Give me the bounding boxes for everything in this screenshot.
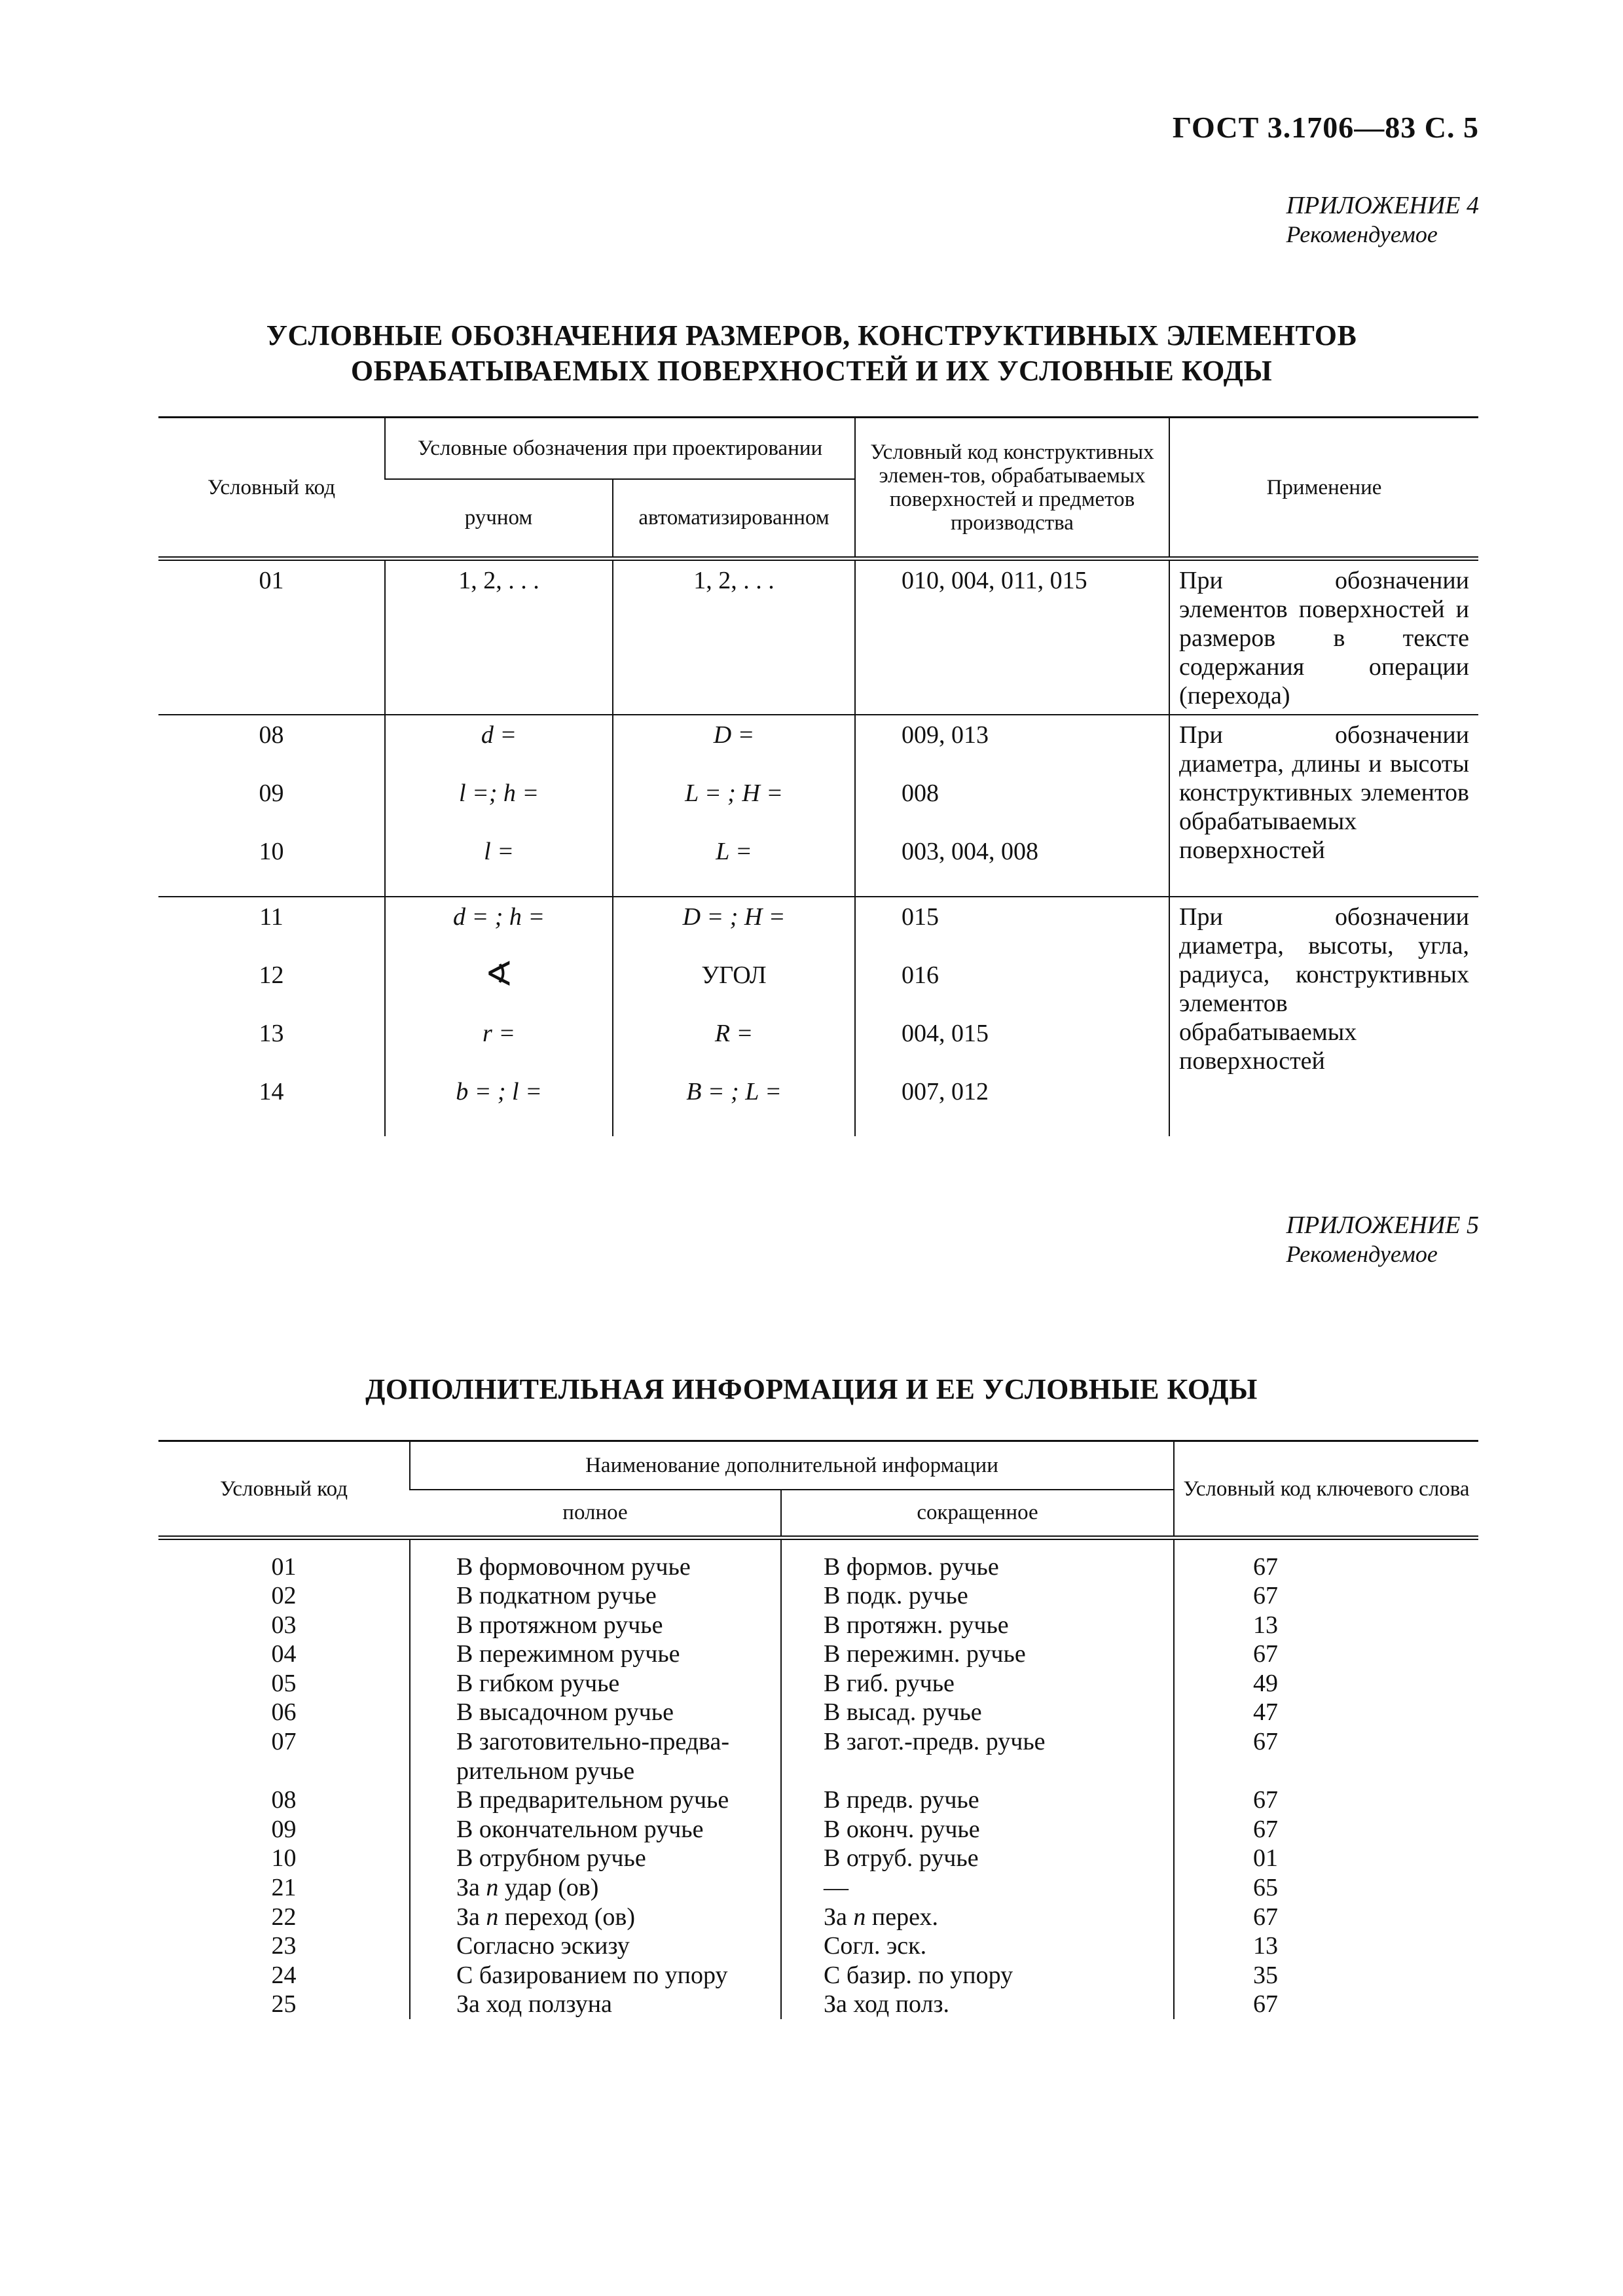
short-name-cell: В протяжн. ручье — [781, 1611, 1174, 1640]
full-name-cell: В предварительном ручье — [410, 1785, 781, 1815]
code-cell: 07 — [271, 1728, 297, 1756]
table-row — [158, 1640, 1478, 1669]
appendix-4-title — [0, 318, 1623, 389]
header-automated: автоматизированном — [613, 479, 855, 559]
keyword-code-cell: 67 — [1174, 1785, 1478, 1815]
full-name-cell: За ход ползуна — [410, 1990, 781, 2019]
keyword-code-cell: 67 — [1174, 1990, 1478, 2019]
short-name-cell: В предв. ручье — [781, 1785, 1174, 1815]
header-design-group: Условные обозначения при проектировании — [385, 418, 855, 479]
elements-code-cell: 015 016 004, 015 007, 012 — [855, 897, 1169, 1136]
full-name-cell: В окончательном ручье — [410, 1815, 781, 1844]
full-name-cell: В протяжном ручье — [410, 1611, 781, 1640]
table-row — [158, 559, 1478, 715]
usage-cell: При обозначении диаметра, высоты, угла, радиуса, конструктивных элементов обрабатываемых поверхностей — [1169, 897, 1478, 1136]
elements-code-cell: 010, 004, 011, 015 — [855, 559, 1169, 715]
keyword-code-cell: 49 — [1174, 1669, 1478, 1698]
manual-cell: 1, 2, . . . — [385, 559, 613, 715]
code-cell: 08 09 10 — [158, 715, 385, 897]
short-name-cell: В отруб. ручье — [781, 1844, 1174, 1873]
full-name-cell: В отрубном ручье — [410, 1844, 781, 1873]
table-row — [158, 1961, 1478, 1990]
keyword-code-cell: 65 — [1174, 1873, 1478, 1903]
keyword-code-cell: 67 — [1174, 1727, 1478, 1757]
table-row — [158, 1581, 1478, 1611]
short-name-cell: За n перех. — [781, 1903, 1174, 1932]
table-row — [158, 1815, 1478, 1844]
appendix-5-label-block — [1286, 1211, 1479, 1268]
header-usage: Применение — [1169, 418, 1478, 559]
code-cell: 02 — [271, 1582, 297, 1610]
table-row — [158, 897, 1478, 1136]
table-row — [158, 1844, 1478, 1873]
short-name-cell: В подк. ручье — [781, 1581, 1174, 1611]
additional-info-table — [158, 1440, 1478, 2019]
header-full: полное — [410, 1490, 781, 1538]
full-name-cell: В подкатном ручье — [410, 1581, 781, 1611]
code-cell: 03 — [271, 1611, 297, 1639]
short-name-cell: — — [781, 1873, 1174, 1903]
keyword-code-cell: 13 — [1174, 1611, 1478, 1640]
short-name-cell: В гиб. ручье — [781, 1669, 1174, 1698]
code-cell: 21 — [271, 1874, 297, 1902]
code-cell: 24 — [271, 1961, 297, 1989]
code-cell: 09 — [271, 1815, 297, 1843]
full-name-cell: В формовочном ручье — [410, 1552, 781, 1582]
short-name-cell: В загот.-предв. ручье — [781, 1727, 1174, 1757]
appendix-4-status: Рекомендуемое — [1286, 221, 1438, 247]
appendix-4-title-line-2: ОБРАБАТЫВАЕМЫХ ПОВЕРХНОСТЕЙ И ИХ УСЛОВНЫЕ КОДЫ — [350, 355, 1273, 387]
appendix-5-status: Рекомендуемое — [1286, 1241, 1438, 1267]
full-name-cell: За n удар (ов) — [410, 1873, 781, 1903]
header-code: Условный код — [158, 1441, 410, 1538]
keyword-code-cell: 67 — [1174, 1815, 1478, 1844]
table-row — [158, 1931, 1478, 1961]
keyword-code-cell: 35 — [1174, 1961, 1478, 1990]
table-row — [158, 1552, 1478, 1582]
short-name-cell: В высад. ручье — [781, 1698, 1174, 1727]
automated-cell: D = L = ; H = L = — [613, 715, 855, 897]
short-name-cell — [781, 1757, 1174, 1786]
automated-cell: 1, 2, . . . — [613, 559, 855, 715]
keyword-code-cell: 13 — [1174, 1931, 1478, 1961]
table-row — [158, 1611, 1478, 1640]
table-row — [158, 1873, 1478, 1903]
code-cell: 11 12 13 14 — [158, 897, 385, 1136]
code-cell: 10 — [271, 1844, 297, 1873]
short-name-cell: За ход полз. — [781, 1990, 1174, 2019]
appendix-4-label: ПРИЛОЖЕНИЕ 4 — [1286, 192, 1479, 219]
header-short: сокращенное — [781, 1490, 1174, 1538]
header-name-group: Наименование дополнительной информации — [410, 1441, 1174, 1490]
code-cell: 06 — [271, 1698, 297, 1727]
keyword-code-cell: 47 — [1174, 1698, 1478, 1727]
usage-cell: При обозначении элементов поверхностей и размеров в тексте содержания операции (перехода) — [1169, 559, 1478, 715]
usage-cell: При обозначении диаметра, длины и высоты конструктивных элементов обрабатываемых поверхностей — [1169, 715, 1478, 897]
full-name-cell: В пережимном ручье — [410, 1640, 781, 1669]
full-name-cell: С базированием по упору — [410, 1961, 781, 1990]
appendix-4-label-block — [1286, 191, 1479, 249]
short-name-cell: В формов. ручье — [781, 1552, 1174, 1582]
code-cell: 08 — [271, 1786, 297, 1814]
table-row — [158, 1698, 1478, 1727]
code-cell: 04 — [271, 1640, 297, 1668]
table-row — [158, 1903, 1478, 1932]
keyword-code-cell: 67 — [1174, 1903, 1478, 1932]
code-cell: 05 — [271, 1669, 297, 1697]
appendix-5-title: ДОПОЛНИТЕЛЬНАЯ ИНФОРМАЦИЯ И ЕЕ УСЛОВНЫЕ КОДЫ — [365, 1373, 1258, 1405]
full-name-cell: За n переход (ов) — [410, 1903, 781, 1932]
short-name-cell: С базир. по упору — [781, 1961, 1174, 1990]
header-keyword-code: Условный код ключевого слова — [1174, 1441, 1478, 1538]
header-manual: ручном — [385, 479, 613, 559]
code-cell: 01 — [259, 567, 284, 594]
manual-cell: d = ; h = ∢ r = b = ; l = — [385, 897, 613, 1136]
full-name-cell: В гибком ручье — [410, 1669, 781, 1698]
short-name-cell: В пережимн. ручье — [781, 1640, 1174, 1669]
page-header-reference: ГОСТ 3.1706—83 С. 5 — [1172, 111, 1479, 144]
manual-cell: d = l =; h = l = — [385, 715, 613, 897]
code-cell: 01 — [271, 1552, 297, 1581]
header-elements-code: Условный код конструктивных элемен-тов, обрабатываемых поверхностей и предметов производства — [855, 418, 1169, 559]
appendix-4-title-line-1: УСЛОВНЫЕ ОБОЗНАЧЕНИЯ РАЗМЕРОВ, КОНСТРУКТИВНЫХ ЭЛЕМЕНТОВ — [266, 319, 1357, 351]
full-name-cell: В высадочном ручье — [410, 1698, 781, 1727]
short-name-cell: В оконч. ручье — [781, 1815, 1174, 1844]
keyword-code-cell: 67 — [1174, 1640, 1478, 1669]
automated-cell: D = ; H = УГОЛ R = B = ; L = — [613, 897, 855, 1136]
table-row — [158, 1990, 1478, 2019]
code-cell: 25 — [271, 1990, 297, 2018]
table-row — [158, 1727, 1478, 1757]
appendix-5-label: ПРИЛОЖЕНИЕ 5 — [1286, 1211, 1479, 1239]
keyword-code-cell — [1174, 1757, 1478, 1786]
table-row — [158, 1669, 1478, 1698]
full-name-cell: В заготовительно-предва- — [410, 1727, 781, 1757]
dimension-codes-table — [158, 416, 1478, 1136]
angle-symbol-icon: ∢ — [484, 956, 513, 994]
short-name-cell: Согл. эск. — [781, 1931, 1174, 1961]
table-row — [158, 1785, 1478, 1815]
keyword-code-cell: 67 — [1174, 1581, 1478, 1611]
table-row — [158, 1757, 1478, 1786]
code-cell: 22 — [271, 1903, 297, 1931]
header-code: Условный код — [158, 418, 385, 559]
full-name-cell: Согласно эскизу — [410, 1931, 781, 1961]
full-name-cell: рительном ручье — [410, 1757, 781, 1786]
code-cell: 23 — [271, 1932, 297, 1960]
keyword-code-cell: 67 — [1174, 1552, 1478, 1582]
table-row — [158, 715, 1478, 897]
elements-code-cell: 009, 013 008 003, 004, 008 — [855, 715, 1169, 897]
keyword-code-cell: 01 — [1174, 1844, 1478, 1873]
additional-info-table-body — [158, 1538, 1478, 2020]
code-cell — [158, 1757, 410, 1786]
